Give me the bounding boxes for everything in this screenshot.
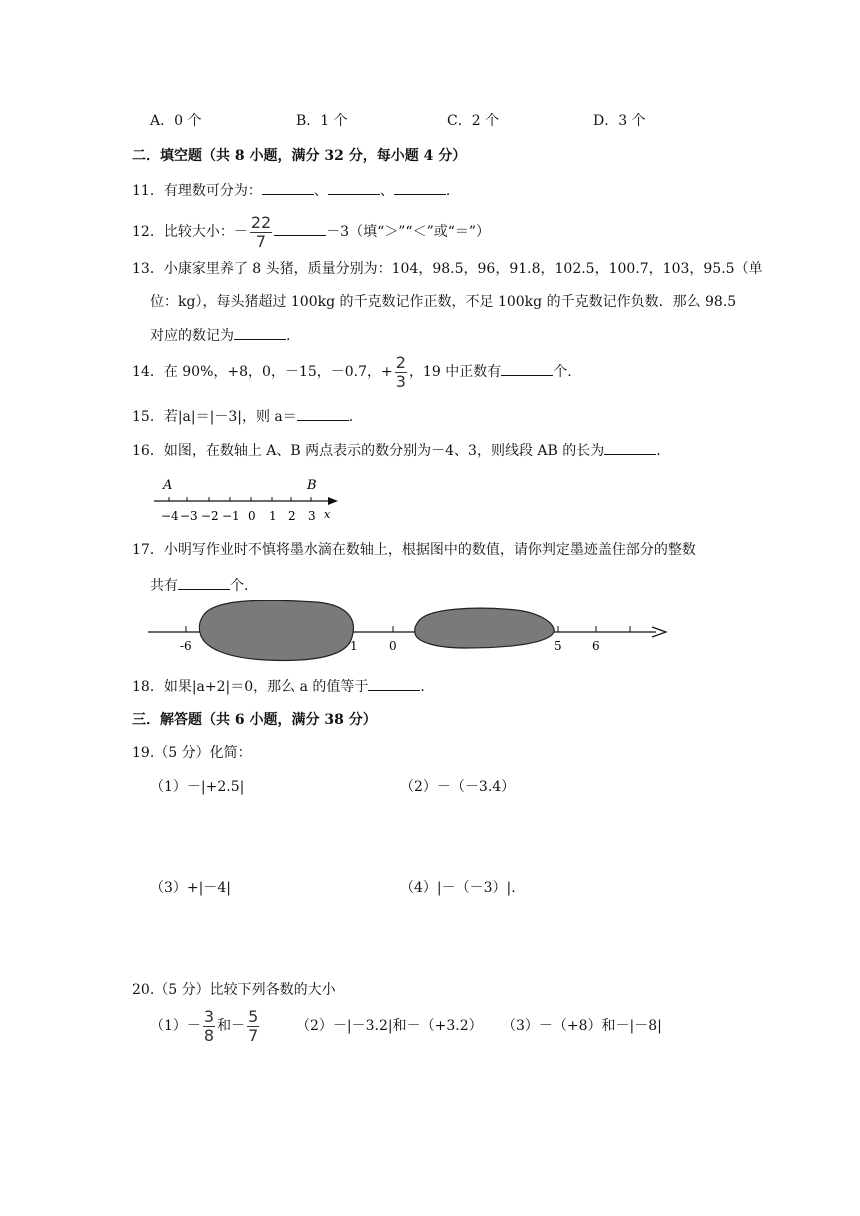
q11-blank-1[interactable]: [262, 180, 314, 195]
q12-frac-den: 7: [255, 231, 267, 251]
option-d: D．3 个: [593, 113, 646, 129]
q16-label-a: A: [163, 478, 173, 493]
q11-sep-1: 、: [313, 183, 328, 199]
question-13-line-1: [132, 259, 763, 279]
q13-line1: 小康家里养了 8 头猪，质量分别为：104，98.5，96，91.8，102.5，100.7，103，95.5（单: [163, 261, 763, 277]
section3-heading: 三．解答题（共 6 小题，满分 38 分）: [132, 712, 377, 728]
q17-line1: 小明写作业时不慎将墨水滴在数轴上，根据图中的数值，请你判定墨迹盖住部分的整数: [163, 542, 696, 558]
q18-end: .: [420, 679, 425, 695]
q17-line2-b: 个.: [230, 578, 249, 594]
q11-blank-3[interactable]: [394, 180, 446, 195]
q14-text-b: ，19 中正数有: [408, 364, 502, 380]
q20-part-1: [150, 1006, 261, 1046]
q16-tick-label-2: −2: [201, 509, 219, 523]
q19-part-4: （4）|－（－3）|.: [400, 880, 516, 896]
q20-f2-den: 7: [248, 1025, 259, 1045]
q13-line3-a: 对应的数记为: [150, 328, 234, 344]
option-c: C．2 个: [447, 113, 500, 129]
question-11: [132, 180, 450, 201]
q17-label-0: 0: [389, 639, 397, 653]
q17-ink-blot-right: [415, 608, 554, 648]
q12-fraction: [250, 214, 272, 251]
q16-tick-label-5: 1: [269, 509, 277, 523]
question-18: [132, 676, 425, 697]
q14-number: 14．: [132, 364, 164, 380]
q16-tick-label-0: −4: [161, 509, 179, 523]
question-17-line-1: [132, 540, 696, 560]
option-b: B．1 个: [296, 113, 348, 129]
q17-ink-blot-left: [199, 600, 353, 660]
question-12: [132, 212, 490, 252]
option-a: A．0 个: [150, 113, 202, 129]
q14-fraction: [395, 354, 407, 391]
q20-part-3: （3）－（+8）和－|－8|: [502, 1018, 662, 1034]
q20-part-2: （2）－|－3.2|和－（+3.2）: [296, 1018, 483, 1034]
q17-line2-a: 共有: [150, 578, 178, 594]
q12-blank[interactable]: [274, 221, 326, 236]
q15-end: .: [348, 409, 354, 425]
q20-title: 20.（5 分）比较下列各数的大小: [132, 982, 336, 998]
question-13-line-3: [150, 325, 290, 346]
q16-axis-var: x: [324, 508, 331, 521]
q14-frac-den: 3: [395, 371, 406, 391]
q19-part-1: （1）－|+2.5|: [150, 779, 245, 795]
q13-blank[interactable]: [234, 325, 286, 340]
q16-tick-label-6: 2: [288, 509, 296, 523]
q11-sep-2: 、: [379, 183, 394, 199]
q14-frac-num: 2: [395, 352, 406, 372]
q18-text: 如果|a+2|＝0，那么 a 的值等于: [163, 679, 369, 695]
q19-part-2: （2）－（－3.4）: [400, 779, 516, 795]
q18-blank[interactable]: [368, 676, 420, 691]
q11-number: 11．: [132, 183, 164, 199]
q16-tick-label-7: 3: [308, 509, 316, 523]
q20-f1-den: 8: [203, 1025, 215, 1045]
q19-title: 19.（5 分）化简：: [132, 745, 252, 761]
q17-label-neg6: -6: [180, 639, 192, 653]
q20-p1-a: （1）－: [150, 1018, 201, 1034]
q11-blank-2[interactable]: [328, 180, 380, 195]
q12-text-b: －3（填“＞”“＜”或“＝”）: [326, 224, 491, 240]
q14-text-a: 在 90%，+8，0，－15，－0.7，+: [163, 364, 393, 380]
q16-tick-label-1: −3: [180, 509, 198, 523]
q16-axis-arrow: [328, 497, 338, 505]
q16-tick-label-4: 0: [248, 509, 256, 523]
q13-line3-b: .: [286, 328, 291, 344]
q13-number: 13．: [132, 261, 164, 277]
q16-end: .: [656, 443, 661, 459]
q17-label-1: 1: [350, 639, 358, 653]
q13-line2: 位：kg），每头猪超过 100kg 的千克数记作正数，不足 100kg 的千克数记作负数．那么 98.5: [150, 294, 737, 310]
q16-text: 如图，在数轴上 A、B 两点表示的数分别为－4、3，则线段 AB 的长为: [163, 443, 605, 459]
q17-label-6: 6: [592, 639, 600, 653]
q15-number: 15．: [132, 409, 164, 425]
q17-number-line: [146, 600, 672, 666]
q20-f1-num: 3: [203, 1006, 215, 1026]
q12-number: 12．: [132, 224, 164, 240]
q17-number: 17．: [132, 542, 164, 558]
question-15: [132, 406, 353, 427]
q18-number: 18．: [132, 679, 164, 695]
q16-label-b: B: [307, 478, 317, 493]
q17-blank[interactable]: [178, 575, 230, 590]
q15-blank[interactable]: [297, 406, 349, 421]
section2-heading: 二．填空题（共 8 小题，满分 32 分，每小题 4 分）: [132, 148, 467, 164]
q16-blank[interactable]: [604, 440, 656, 455]
q14-blank[interactable]: [501, 361, 553, 376]
q16-ticks: [169, 497, 311, 501]
q17-label-5: 5: [554, 639, 562, 653]
q12-frac-num: 22: [250, 212, 272, 232]
q20-p1-mid: 和－: [217, 1018, 246, 1034]
question-16: [132, 440, 661, 461]
q15-text: 若|a|＝|－3|，则 a＝: [163, 409, 297, 425]
q19-part-3: （3）+|－4|: [150, 880, 231, 896]
q20-fraction-2: [247, 1008, 259, 1045]
q11-text: 有理数可分为：: [163, 183, 262, 199]
q16-number: 16．: [132, 443, 164, 459]
question-14: [132, 352, 572, 392]
q14-text-c: 个.: [553, 364, 572, 380]
q12-text-a: 比较大小：－: [163, 224, 248, 240]
question-17-line-2: [150, 575, 248, 596]
q20-f2-num: 5: [248, 1006, 259, 1026]
q16-number-line: [148, 472, 348, 524]
q11-end: .: [445, 183, 451, 199]
q16-tick-label-3: −1: [222, 509, 240, 523]
q20-fraction-1: [203, 1008, 215, 1045]
